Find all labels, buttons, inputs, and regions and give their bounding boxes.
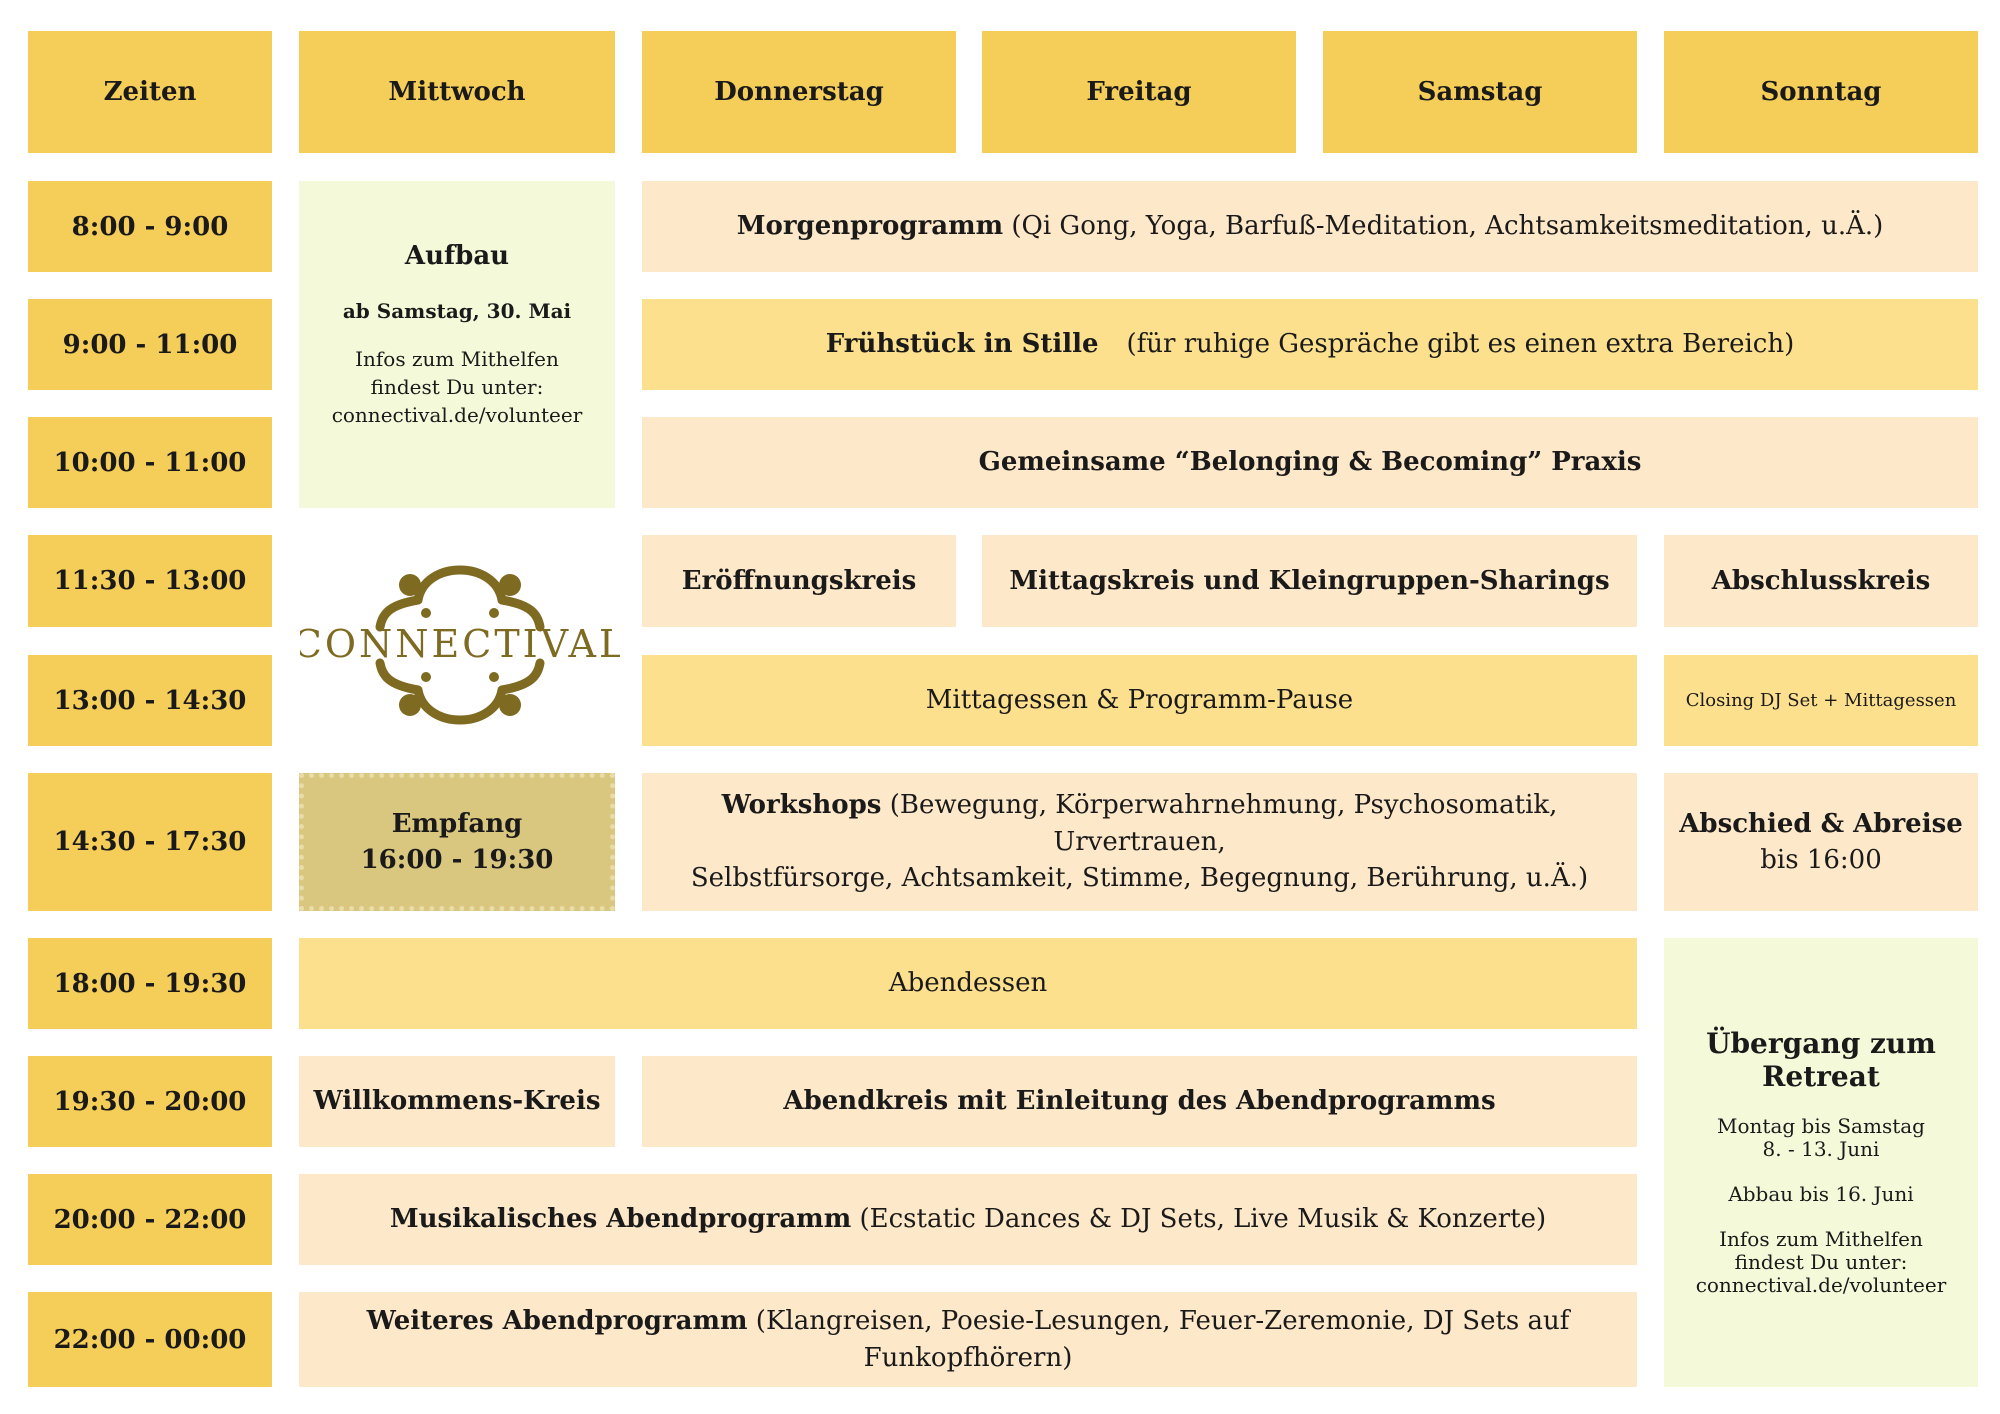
- time-slot: [28, 299, 272, 390]
- event-morning-title: Morgenprogramm: [736, 211, 1004, 242]
- retreat-info: [1696, 1228, 1947, 1297]
- event-welcome-reception: [299, 773, 615, 911]
- event-opening-circle: [642, 535, 956, 627]
- event-lunch-title: Mittagessen & Programm-Pause: [925, 685, 1354, 716]
- event-breakfast-text: [826, 326, 1794, 362]
- event-dinner: [299, 938, 1637, 1029]
- logo-text: CONNECTIVAL: [300, 622, 620, 666]
- event-farewell-title: Abschied & Abreise: [1679, 808, 1963, 839]
- event-workshops-line1: [642, 787, 1637, 860]
- time-slot: [28, 181, 272, 272]
- aufbau-info-link: connectival.de/volunteer: [331, 403, 583, 427]
- header-saturday: [1323, 31, 1637, 153]
- event-music-details: (Ecstatic Dances & DJ Sets, Live Musik & Konzerte): [851, 1204, 1547, 1235]
- retreat-title-line: Retreat: [1762, 1059, 1880, 1093]
- retreat-info-line: Infos zum Mithelfen: [1719, 1226, 1923, 1251]
- event-workshops-line2: Selbstfürsorge, Achtsamkeit, Stimme, Begegnung, Berührung, u.Ä.): [690, 863, 1589, 894]
- retreat-dates-line: Montag bis Samstag: [1717, 1113, 1925, 1138]
- time-label: 9:00 - 11:00: [62, 329, 238, 360]
- connectival-logo-icon: [300, 545, 620, 745]
- header-thursday-label: Donnerstag: [714, 77, 884, 107]
- event-welcome-circle: [299, 1056, 615, 1147]
- event-workshops: [642, 773, 1637, 911]
- event-morning-details: (Qi Gong, Yoga, Barfuß-Meditation, Achtsamkeitsmeditation, u.Ä.): [1003, 211, 1884, 242]
- event-opening-title: Eröffnungskreis: [681, 565, 917, 596]
- retreat-title-line: Übergang zum: [1706, 1027, 1936, 1061]
- event-further-title: Weiteres Abendprogramm: [366, 1306, 748, 1337]
- time-label: 20:00 - 22:00: [53, 1204, 247, 1235]
- event-breakfast-details: (für ruhige Gespräche gibt es einen extra Bereich): [1126, 329, 1795, 360]
- event-further-details: (Klangreisen, Poesie-Lesungen, Feuer-Zeremonie, DJ Sets auf Funkopfhörern): [747, 1306, 1570, 1373]
- time-slot: [28, 535, 272, 627]
- event-workshops-title: Workshops: [721, 790, 882, 821]
- event-dinner-title: Abendessen: [888, 968, 1048, 999]
- header-sunday: [1664, 31, 1978, 153]
- header-friday-label: Freitag: [1086, 77, 1192, 107]
- retreat-dates: [1717, 1115, 1925, 1161]
- header-times-label: Zeiten: [103, 77, 197, 107]
- event-music-title: Musikalisches Abendprogramm: [389, 1204, 852, 1235]
- header-wednesday: [299, 31, 615, 153]
- time-label: 22:00 - 00:00: [53, 1324, 247, 1355]
- event-welcome-circle-title: Willkommens-Kreis: [313, 1086, 601, 1117]
- time-label: 13:00 - 14:30: [53, 685, 247, 716]
- time-label: 11:30 - 13:00: [53, 566, 247, 596]
- header-thursday: [642, 31, 956, 153]
- event-further-program: [299, 1292, 1637, 1387]
- header-friday: [982, 31, 1296, 153]
- event-evening-circle: [642, 1056, 1637, 1147]
- event-welcome-title: Empfang: [391, 808, 523, 839]
- time-slot: [28, 655, 272, 746]
- aufbau-title: Aufbau: [404, 241, 510, 271]
- event-lunch: [642, 655, 1637, 746]
- retreat-dates-line: 8. - 13. Juni: [1762, 1136, 1880, 1161]
- event-evening-circle-title: Abendkreis mit Einleitung des Abendprogramms: [783, 1086, 1496, 1117]
- event-breakfast: [642, 299, 1978, 390]
- header-saturday-label: Samstag: [1417, 77, 1543, 107]
- time-slot: [28, 938, 272, 1029]
- aufbau-date: ab Samstag, 30. Mai: [342, 299, 572, 323]
- event-practice-title: Gemeinsame “Belonging & Becoming” Praxis: [978, 447, 1642, 478]
- time-slot: [28, 417, 272, 508]
- retreat-info-line: findest Du unter:: [1734, 1249, 1908, 1274]
- retreat-teardown: Abbau bis 16. Juni: [1728, 1181, 1914, 1206]
- aufbau-info-line: findest Du unter:: [370, 375, 544, 399]
- retreat-block: [1664, 938, 1978, 1387]
- time-slot: [28, 773, 272, 911]
- event-farewell-time: bis 16:00: [1760, 845, 1882, 875]
- aufbau-info-line: Infos zum Mithelfen: [355, 347, 559, 371]
- header-sunday-label: Sonntag: [1760, 77, 1882, 107]
- event-closing-dj-title: Closing DJ Set + Mittagessen: [1685, 690, 1957, 711]
- time-label: 14:30 - 17:30: [53, 827, 247, 857]
- event-welcome-time: 16:00 - 19:30: [360, 845, 554, 875]
- event-closing-circle: [1664, 535, 1978, 627]
- event-further-text: [299, 1303, 1637, 1376]
- event-music-program: [299, 1174, 1637, 1265]
- time-label: 8:00 - 9:00: [71, 211, 229, 242]
- retreat-title: [1706, 1028, 1936, 1092]
- event-workshops-details: (Bewegung, Körperwahrnehmung, Psychosomatik, Urvertrauen,: [881, 790, 1558, 857]
- retreat-info-link: connectival.de/volunteer: [1695, 1272, 1947, 1297]
- time-label: 19:30 - 20:00: [53, 1086, 247, 1117]
- time-label: 10:00 - 11:00: [53, 447, 247, 478]
- event-farewell: [1664, 773, 1978, 911]
- event-closing-title: Abschlusskreis: [1711, 565, 1931, 596]
- event-morning-program: [642, 181, 1978, 272]
- header-wednesday-label: Mittwoch: [388, 77, 526, 107]
- aufbau-info: [332, 345, 583, 429]
- aufbau-block: [299, 181, 615, 508]
- time-label: 18:00 - 19:30: [53, 968, 247, 999]
- event-breakfast-title: Frühstück in Stille: [825, 329, 1099, 360]
- connectival-logo: [300, 545, 620, 745]
- event-midday-circle: [982, 535, 1637, 627]
- time-slot: [28, 1292, 272, 1387]
- header-times: [28, 31, 272, 153]
- event-music-text: [390, 1201, 1546, 1237]
- time-slot: [28, 1174, 272, 1265]
- event-practice: [642, 417, 1978, 508]
- event-closing-dj: [1664, 655, 1978, 746]
- event-midday-title: Mittagskreis und Kleingruppen-Sharings: [1009, 565, 1610, 596]
- event-morning-text: [737, 208, 1884, 244]
- time-slot: [28, 1056, 272, 1147]
